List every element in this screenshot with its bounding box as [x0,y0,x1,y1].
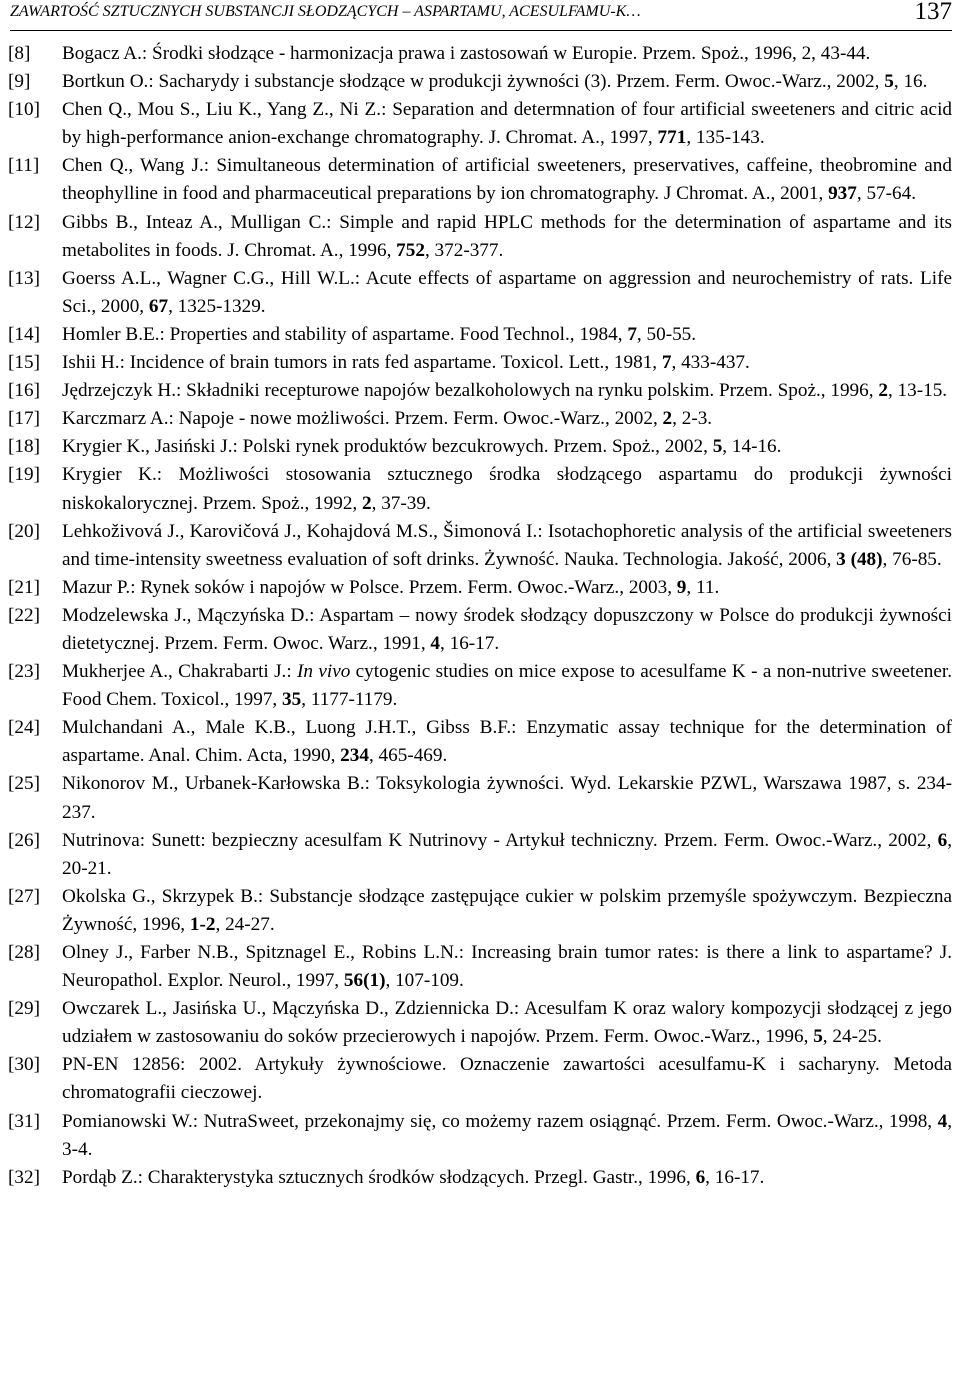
reference-text-segment: Goerss A.L., Wagner C.G., Hill W.L.: Acute effects of aspartame on aggression and neurochemistry of rats. Life Sci., 2000, [62,267,952,317]
reference-text-segment: Mazur P.: Rynek soków i napojów w Polsce. Przem. Ferm. Owoc.-Warz., 2003, [62,576,677,598]
reference-text [62,1164,952,1192]
reference-item [8,68,952,96]
reference-text-segment: , 24-25. [822,1026,882,1048]
reference-number: [13] [8,267,40,289]
reference-text-segment: , 1325-1329. [168,295,266,317]
reference-item [8,209,952,265]
reference-text-segment: , 16. [893,71,928,93]
reference-text-segment: , 2-3. [672,408,713,430]
reference-text [62,1051,952,1107]
reference-number: [17] [8,408,40,430]
reference-text [62,96,952,152]
reference-item [8,433,952,461]
reference-text-segment: , 37-39. [371,492,431,514]
reference-text-segment: , 433-437. [671,352,750,374]
reference-item [8,658,952,714]
reference-volume: 35 [282,689,302,711]
reference-text-segment: Pordąb Z.: Charakterystyka sztucznych środków słodzących. Przegl. Gastr., 1996, [62,1166,696,1188]
reference-item [8,574,952,602]
reference-text-segment: , 107-109. [385,970,464,992]
running-header [10,0,952,31]
reference-volume: 2 [662,408,673,430]
reference-volume: 2 [878,380,888,402]
reference-item [8,518,952,574]
reference-volume: 7 [661,352,672,374]
reference-item [8,96,952,152]
reference-text [62,770,952,826]
reference-text-segment: Chen Q., Mou S., Liu K., Yang Z., Ni Z.: Separation and determnation of four artificial sweeteners and citric acid by high-performance anion-exchange chromatography. J. Chromat. A., 1997, [62,99,952,149]
reference-text-segment: Pomianowski W.: NutraSweet, przekonajmy się, co możemy razem osiągnąć. Przem. Ferm. Owoc.-Warz., 1998, [62,1110,938,1132]
reference-item [8,714,952,770]
reference-text [62,40,952,68]
reference-italic-text: In vivo [297,661,351,683]
reference-number: [28] [8,942,40,963]
reference-number: [23] [8,661,40,683]
reference-text [62,574,952,602]
reference-number: [18] [8,436,40,458]
reference-item [8,265,952,321]
reference-text [62,68,952,96]
reference-volume: 4 [430,632,441,654]
reference-text-segment: , 16-17. [705,1166,765,1188]
reference-number: [24] [8,717,40,739]
reference-text-segment: , 57-64. [856,183,917,205]
reference-volume: 7 [627,323,637,345]
reference-volume: 6 [937,829,948,851]
reference-text-segment: Ishii H.: Incidence of brain tumors in rats fed aspartame. Toxicol. Lett., 1981, [62,352,662,374]
reference-volume: 67 [148,295,169,317]
reference-number: [15] [8,352,40,374]
reference-item [8,602,952,658]
reference-text-segment: , 76-85. [882,548,942,570]
reference-text-segment: Owczarek L., Jasińska U., Mączyńska D., Zdziennicka D.: Acesulfam K oraz walory kompozycji słodzącej z jego udziałem w zastosowaniu do soków przecierowych i napojów. Przem. Ferm. Owoc.-Warz., 1996, [62,998,952,1048]
reference-number: [19] [8,464,40,486]
reference-text [62,209,952,265]
reference-number: [25] [8,773,40,795]
reference-text-segment: Gibbs B., Inteaz A., Mulligan C.: Simple and rapid HPLC methods for the determination of aspartame and its metabolites in foods. J. Chromat. A., 1996, [62,211,952,261]
reference-number: [14] [8,323,40,345]
reference-text-segment: Chen Q., Wang J.: Simultaneous determination of artificial sweeteners, preservatives, caffeine, theobromine and theophylline in food and pharmaceutical preparations by ion chromatography. J Chromat. A., 2001, [62,155,952,205]
reference-number: [16] [8,380,40,402]
reference-volume: 752 [396,239,425,261]
reference-text [62,939,952,995]
reference-volume: 1-2 [189,913,216,935]
reference-volume: 4 [937,1110,948,1132]
reference-number: [30] [8,1054,40,1076]
reference-text [62,377,952,405]
reference-text-segment: Olney J., Farber N.B., Spitznagel E., Robins L.N.: Increasing brain tumor rates: is there a link to aspartame? J. Neuropathol. Explor. Neurol., 1997, [62,942,952,992]
reference-list [8,40,952,1192]
reference-item [8,827,952,883]
reference-item [8,349,952,377]
reference-text-segment: Jędrzejczyk H.: Składniki recepturowe napojów bezalkoholowych na rynku polskim. Przem. Spoż., 1996, [62,380,879,402]
reference-number: [20] [8,520,40,542]
reference-volume: 6 [695,1166,706,1188]
reference-item [8,770,952,826]
reference-volume: 3 (48) [836,548,883,570]
reference-text-segment: Modzelewska J., Mączyńska D.: Aspartam – nowy środek słodzący dopuszczony w Polsce do produkcji żywności dietetycznej. Przem. Ferm. Owoc. Warz., 1991, [62,604,952,654]
reference-number: [22] [8,604,40,626]
reference-item [8,40,952,68]
reference-text-segment: , 16-17. [440,632,500,654]
reference-text-segment: Mukherjee A., Chakrabarti J.: [62,661,298,683]
reference-volume: 5 [884,71,894,93]
reference-number: [29] [8,998,40,1020]
reference-text-segment: PN-EN 12856: 2002. Artykuły żywnościowe. Oznaczenie zawartości acesulfamu-K i sacharyny. Metoda chromatografii cieczowej. [62,1054,952,1104]
reference-volume: 9 [676,576,687,598]
reference-text-segment: cytogenic studies on mice expose to acesulfame K - a non-nutrive sweetener. Food Chem. Toxicol., 1997, [62,661,952,711]
reference-volume: 56(1) [343,970,386,992]
reference-item [8,1164,952,1192]
reference-text-segment: Lehkoživová J., Karovičová J., Kohajdová M.S., Šimonová I.: Isotachophoretic analysis of the artificial sweeteners and time-intensity sweetness evaluation of soft drinks. Żywność. Nauka. Technologia. Jakość, 2006, [62,520,952,570]
reference-item [8,321,952,349]
reference-text [62,152,952,208]
reference-item [8,405,952,433]
reference-text-segment: , 20-21. [62,829,952,879]
reference-text-segment: Okolska G., Skrzypek B.: Substancje słodzące zastępujące cukier w polskim przemyśle spożywczym. Bezpieczna Żywność, 1996, [62,885,952,935]
reference-text [62,883,952,939]
reference-text-segment: , 372-377. [424,239,504,261]
reference-number: [9] [8,71,31,93]
reference-volume: 771 [657,127,687,149]
running-title: ZAWARTOŚĆ SZTUCZNYCH SUBSTANCJI SŁODZĄCYCH – ASPARTAMU, ACESULFAMU-K… [10,3,641,20]
reference-volume: 937 [828,183,857,205]
reference-text-segment: Bogacz A.: Środki słodzące - harmonizacja prawa i zastosowań w Europie. Przem. Spoż., 1996, 2, 43-44. [62,43,871,64]
reference-number: [12] [8,211,40,233]
reference-text-segment: , 11. [686,576,720,598]
reference-text [62,714,952,770]
reference-item [8,939,952,995]
reference-text-segment: , 3-4. [62,1110,952,1160]
reference-item [8,152,952,208]
reference-text-segment: , 465-469. [368,745,448,767]
reference-volume: 234 [340,745,369,767]
reference-volume: 5 [813,1026,823,1048]
reference-item [8,1051,952,1107]
reference-number: [10] [8,99,40,121]
reference-item [8,1108,952,1164]
reference-text [62,349,952,377]
reference-text-segment: Nikonorov M., Urbanek-Karłowska B.: Toksykologia żywności. Wyd. Lekarskie PZWL, Warszawa 1987, s. 234-237. [62,773,952,823]
reference-item [8,883,952,939]
reference-number: [26] [8,829,40,851]
reference-text [62,461,952,517]
reference-text-segment: Bortkun O.: Sacharydy i substancje słodzące w produkcji żywności (3). Przem. Ferm. Owoc.-Warz., 2002, [62,71,885,93]
reference-text [62,602,952,658]
reference-text-segment: Krygier K., Jasiński J.: Polski rynek produktów bezcukrowych. Przem. Spoż., 2002, [62,436,713,458]
reference-number: [31] [8,1110,40,1132]
reference-text-segment: , 24-27. [215,913,275,935]
reference-text [62,321,952,349]
reference-text-segment: , 14-16. [722,436,782,458]
reference-text [62,405,952,433]
reference-text [62,1108,952,1164]
reference-item [8,461,952,517]
reference-number: [8] [8,43,31,64]
reference-number: [32] [8,1166,40,1188]
reference-text-segment: Nutrinova: Sunett: bezpieczny acesulfam K Nutrinovy - Artykuł techniczny. Przem. Ferm. Owoc.-Warz., 2002, [62,829,938,851]
reference-item [8,377,952,405]
reference-number: [21] [8,576,40,598]
reference-text [62,518,952,574]
reference-number: [11] [8,155,40,177]
reference-text-segment: Karczmarz A.: Napoje - nowe możliwości. Przem. Ferm. Owoc.-Warz., 2002, [62,408,663,430]
reference-text [62,995,952,1051]
reference-text [62,265,952,321]
reference-text-segment: Homler B.E.: Properties and stability of aspartame. Food Technol., 1984, [62,323,628,345]
reference-text [62,658,952,714]
reference-text-segment: , 13-15. [887,380,948,402]
reference-text-segment: , 135-143. [686,127,765,149]
reference-text-segment: Mulchandani A., Male K.B., Luong J.H.T., Gibss B.F.: Enzymatic assay technique for the determination of aspartame. Anal. Chim. Acta, 1990, [62,717,952,767]
reference-text [62,827,952,883]
reference-item [8,995,952,1051]
reference-text-segment: Krygier K.: Możliwości stosowania sztucznego środka słodzącego aspartamu do produkcji żywności niskokalorycznej. Przem. Spoż., 1992, [62,464,952,514]
reference-text-segment: , 50-55. [636,323,697,345]
reference-volume: 2 [362,492,372,514]
page-number: 137 [914,0,952,25]
reference-text [62,433,952,461]
reference-number: [27] [8,885,40,907]
reference-text-segment: , 1177-1179. [301,689,398,711]
reference-volume: 5 [712,436,723,458]
